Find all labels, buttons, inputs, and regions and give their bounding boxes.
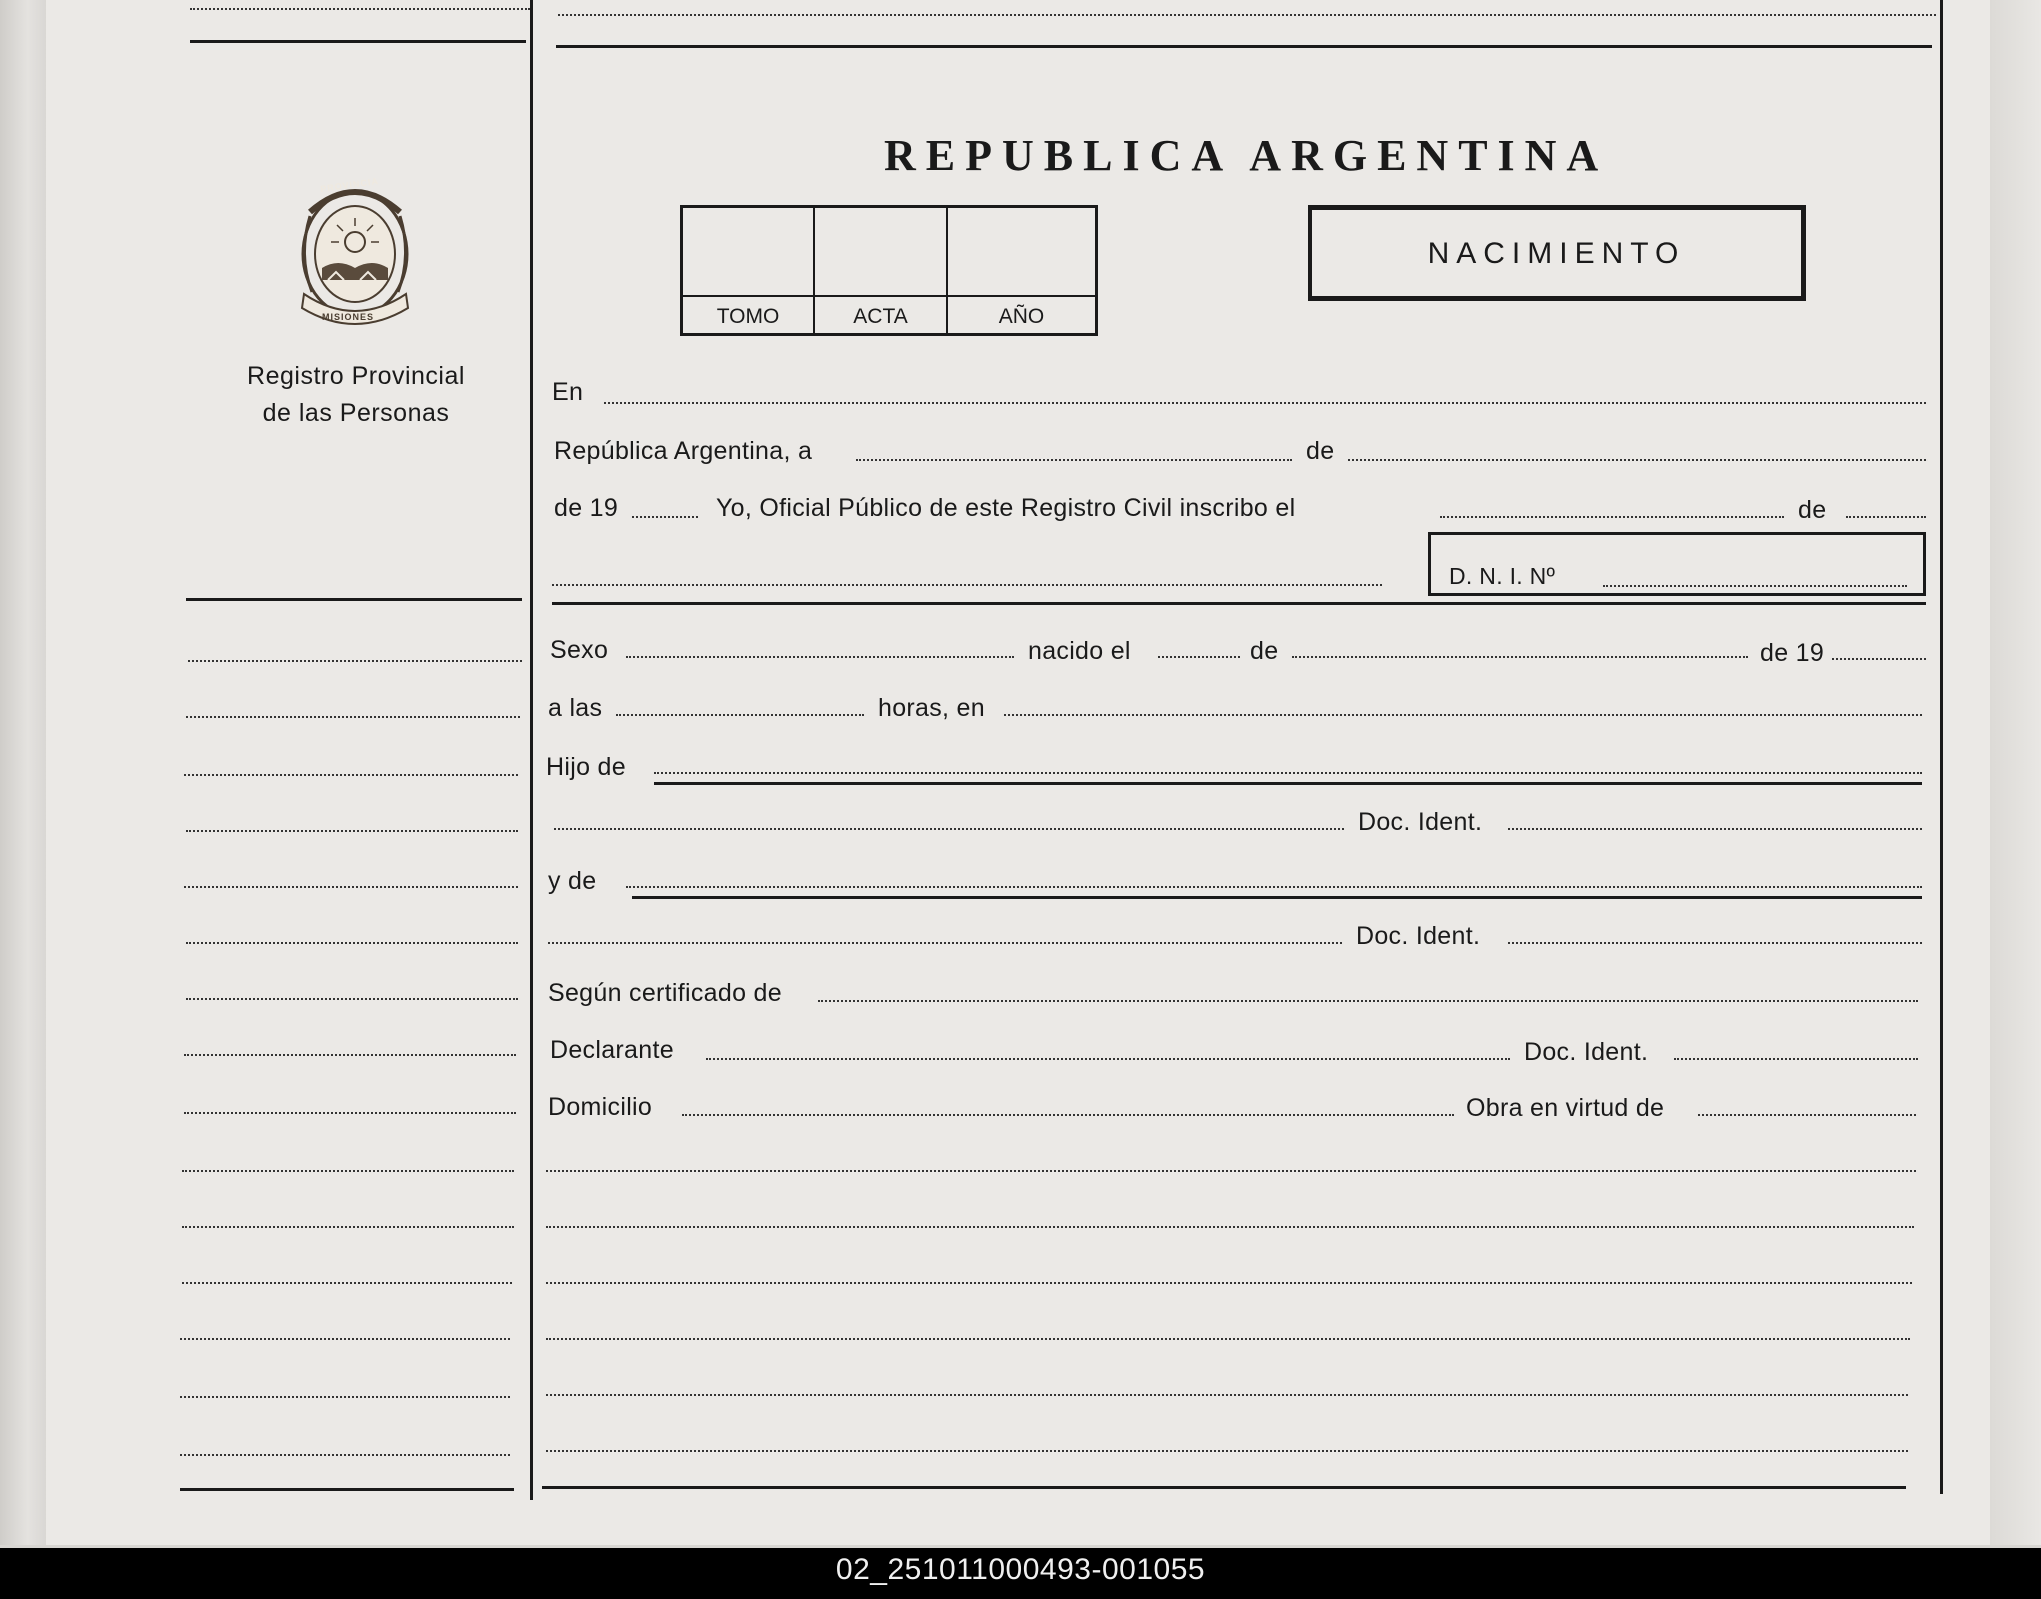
- register-number-boxes: [680, 205, 1098, 336]
- field-domicilio[interactable]: [682, 1114, 1454, 1116]
- top-dotted-line-left: [190, 8, 530, 10]
- sidebar-line[interactable]: [182, 1282, 512, 1284]
- blank-line[interactable]: [546, 1226, 1914, 1228]
- label-alas: a las: [548, 694, 603, 722]
- acta-rule: [815, 295, 946, 297]
- provincial-seal-icon: [290, 176, 420, 332]
- acta-box[interactable]: [815, 208, 948, 333]
- top-dotted-line-right: [558, 14, 1936, 16]
- seal-top-text: PROVINCIA: [319, 175, 380, 195]
- label-segun-certificado: Según certificado de: [548, 979, 782, 1007]
- field-doc-madre[interactable]: [1508, 942, 1922, 944]
- record-type-label: NACIMIENTO: [1427, 237, 1686, 270]
- main-bottom-rule: [542, 1486, 1906, 1489]
- anio-rule: [948, 295, 1095, 297]
- sidebar-line[interactable]: [186, 830, 518, 832]
- blank-line[interactable]: [546, 1170, 1916, 1172]
- label-declarante: Declarante: [550, 1036, 674, 1064]
- sidebar-section-rule: [186, 598, 522, 601]
- field-padre[interactable]: [654, 772, 1922, 774]
- sidebar-line[interactable]: [186, 716, 520, 718]
- registry-name-line2: de las Personas: [262, 399, 450, 427]
- seal-bottom-text: MISIONES: [322, 312, 375, 322]
- sidebar-line[interactable]: [182, 1226, 514, 1228]
- field-nacido-anio[interactable]: [1832, 658, 1926, 660]
- blank-line[interactable]: [546, 1450, 1908, 1452]
- label-de-1: de: [1306, 437, 1335, 465]
- sidebar-bottom-rule: [180, 1488, 514, 1491]
- sidebar-line[interactable]: [180, 1454, 510, 1456]
- field-declarante[interactable]: [706, 1058, 1510, 1060]
- field-lugar-nacimiento[interactable]: [1004, 714, 1922, 716]
- field-obra-virtud[interactable]: [1698, 1114, 1916, 1116]
- main-top-rule: [556, 45, 1932, 48]
- padre-underline: [654, 782, 1922, 785]
- sidebar-line[interactable]: [184, 774, 518, 776]
- label-de19: de 19: [554, 494, 619, 522]
- tomo-box[interactable]: [683, 208, 815, 333]
- main-section-rule: [552, 602, 1926, 605]
- field-en[interactable]: [604, 402, 1926, 404]
- field-doc-declarante[interactable]: [1674, 1058, 1918, 1060]
- right-border: [1940, 0, 1943, 1494]
- field-dia[interactable]: [856, 459, 1292, 461]
- label-domicilio: Domicilio: [548, 1093, 653, 1121]
- field-nombre[interactable]: [552, 584, 1382, 586]
- sidebar-line[interactable]: [186, 942, 518, 944]
- country-title: REPUBLICA ARGENTINA: [884, 131, 1609, 180]
- blank-line[interactable]: [546, 1394, 1908, 1396]
- page-edge: [1990, 0, 2041, 1545]
- anio-label: AÑO: [998, 305, 1045, 328]
- label-obra-en-virtud: Obra en virtud de: [1466, 1094, 1665, 1122]
- binding-gutter: [0, 0, 46, 1545]
- registry-name-line1: Registro Provincial: [247, 362, 465, 390]
- label-y-de: y de: [548, 867, 597, 895]
- label-doc-ident-1: Doc. Ident.: [1358, 808, 1483, 836]
- sidebar-top-rule: [190, 40, 526, 43]
- sidebar-line[interactable]: [180, 1396, 510, 1398]
- field-nacido-dia[interactable]: [1158, 656, 1240, 658]
- sidebar-line[interactable]: [188, 660, 522, 662]
- label-en: En: [552, 378, 584, 406]
- sidebar-line[interactable]: [184, 1054, 516, 1056]
- acta-label: ACTA: [853, 305, 908, 328]
- blank-line[interactable]: [546, 1282, 1912, 1284]
- sidebar-line[interactable]: [186, 998, 518, 1000]
- dni-box: [1428, 532, 1926, 596]
- image-id-caption: 02_251011000493-001055: [835, 1553, 1206, 1586]
- madre-underline: [632, 896, 1922, 899]
- field-dni[interactable]: [1603, 585, 1907, 587]
- field-hora[interactable]: [616, 714, 864, 716]
- label-dni: D. N. I. Nº: [1449, 563, 1556, 589]
- sidebar-line[interactable]: [184, 886, 518, 888]
- tomo-label: TOMO: [716, 305, 780, 328]
- field-nacido-mes[interactable]: [1292, 656, 1748, 658]
- label-yo-oficial: Yo, Oficial Público de este Registro Civil inscribo el: [716, 494, 1296, 522]
- blank-line[interactable]: [546, 1338, 1910, 1340]
- tomo-rule: [683, 295, 813, 297]
- field-inscribo[interactable]: [1440, 516, 1784, 518]
- field-madre[interactable]: [626, 886, 1922, 888]
- field-doc-padre[interactable]: [1508, 828, 1922, 830]
- field-certificado[interactable]: [818, 1000, 1918, 1002]
- label-de-3: de: [1250, 637, 1279, 665]
- field-mes[interactable]: [1348, 459, 1926, 461]
- label-doc-ident-3: Doc. Ident.: [1524, 1038, 1649, 1066]
- label-nacido: nacido el: [1028, 637, 1131, 665]
- label-republica: República Argentina, a: [554, 437, 813, 465]
- field-sexo[interactable]: [626, 656, 1014, 658]
- anio-box[interactable]: [948, 208, 1095, 333]
- field-madre-2[interactable]: [548, 942, 1342, 944]
- field-anio[interactable]: [632, 516, 698, 518]
- label-sexo: Sexo: [550, 636, 609, 664]
- sidebar-line[interactable]: [184, 1112, 516, 1114]
- field-padre-2[interactable]: [554, 828, 1344, 830]
- record-type-box: [1308, 205, 1806, 301]
- sidebar-line[interactable]: [182, 1170, 514, 1172]
- label-hijo-de: Hijo de: [546, 753, 626, 781]
- label-de-2: de: [1798, 496, 1827, 524]
- column-divider: [530, 0, 533, 1500]
- label-doc-ident-2: Doc. Ident.: [1356, 922, 1481, 950]
- field-de-2[interactable]: [1846, 516, 1926, 518]
- label-horas-en: horas, en: [878, 694, 985, 722]
- sidebar-line[interactable]: [180, 1338, 510, 1340]
- label-de19-b: de 19: [1760, 639, 1825, 667]
